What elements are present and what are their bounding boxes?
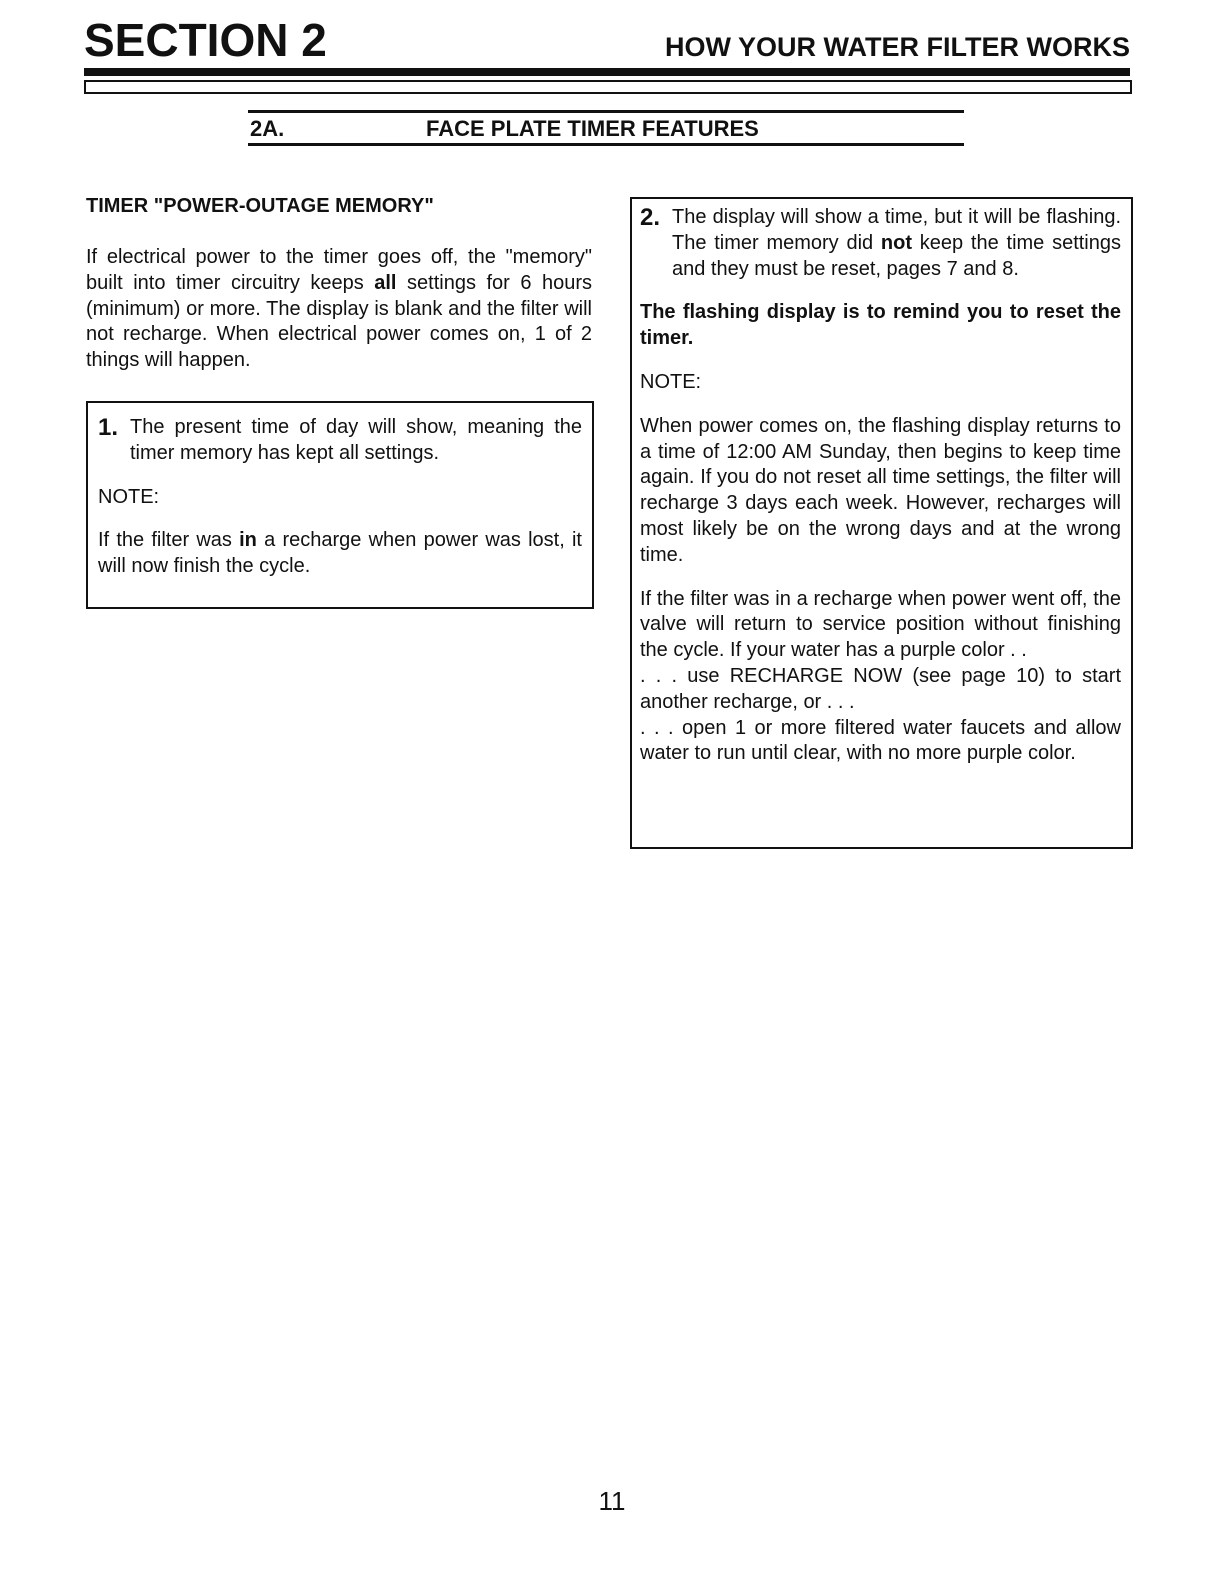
outcome-2-recharge-paragraph: If the filter was in a recharge when power went off, the valve will return to service position without finishing the cycle. If your water has a purple color . . xyxy=(640,587,1121,662)
page-number: 11 xyxy=(598,1486,626,1516)
outcome-2-item xyxy=(640,205,1121,282)
outcome-1-note-a: If the filter was xyxy=(98,529,240,552)
header-rule-thick xyxy=(84,68,1130,76)
outcome-box-2 xyxy=(630,197,1133,849)
outcome-1-note-b: a recharge when power was lost, it will now finish the cycle. xyxy=(98,529,582,578)
outcome-1-note-bold: in xyxy=(239,529,257,552)
intro-paragraph xyxy=(86,245,592,374)
intro-text-a: If electrical power to the timer goes off, the "memory" built into timer circuitry keeps xyxy=(86,246,592,294)
power-outage-heading: TIMER "POWER-OUTAGE MEMORY" xyxy=(86,195,434,217)
subsection-title: FACE PLATE TIMER FEATURES xyxy=(426,116,759,141)
outcome-2-number: 2. xyxy=(640,204,661,231)
section-subtitle: HOW YOUR WATER FILTER WORKS xyxy=(665,32,1130,62)
outcome-1-note-label: NOTE: xyxy=(98,485,160,508)
subsection-number: 2A. xyxy=(250,116,285,141)
subsection-rule-bottom xyxy=(248,143,964,146)
section-title: SECTION 2 xyxy=(84,14,327,66)
header-rule-frame xyxy=(84,80,1132,94)
outcome-2-emphasis: The flashing display is to remind you to reset the timer. xyxy=(640,301,1121,350)
outcome-2-text-a: The display will show a time, but it will be flashing. The timer memory did xyxy=(672,206,1121,254)
outcome-1-number: 1. xyxy=(98,414,119,441)
outcome-1-item xyxy=(98,415,582,467)
outcome-1-note xyxy=(98,528,582,580)
outcome-2-text-b: keep the time settings and they must be reset, pages 7 and 8. xyxy=(672,231,1121,280)
outcome-2-text-bold: not xyxy=(880,231,913,254)
outcome-2-note: When power comes on, the flashing display returns to a time of 12:00 AM Sunday, then begins to keep time again. If you do not reset all time settings, the filter will recharge 3 days each week. However, recharges will most likely be on the wrong days and at the wrong time. xyxy=(640,414,1121,566)
outcome-1-text: The present time of day will show, meaning the timer memory has kept all settings. xyxy=(130,416,582,464)
outcome-2-text xyxy=(672,205,1121,282)
subsection-rule-top xyxy=(248,110,964,113)
intro-text-bold: all xyxy=(374,271,397,294)
outcome-2-open-faucets-line: . . . open 1 or more filtered water faucets and allow water to run until clear, with no more purple color. xyxy=(640,716,1121,765)
outcome-2-recharge-now-line: . . . use RECHARGE NOW (see page 10) to start another recharge, or . . . xyxy=(640,664,1121,713)
outcome-box-1 xyxy=(86,401,594,609)
outcome-2-note-label: NOTE: xyxy=(640,370,702,393)
intro-text-b: settings for 6 hours (minimum) or more. The display is blank and the filter will not recharge. When electrical power comes on, 1 of 2 things will happen. xyxy=(86,271,592,372)
